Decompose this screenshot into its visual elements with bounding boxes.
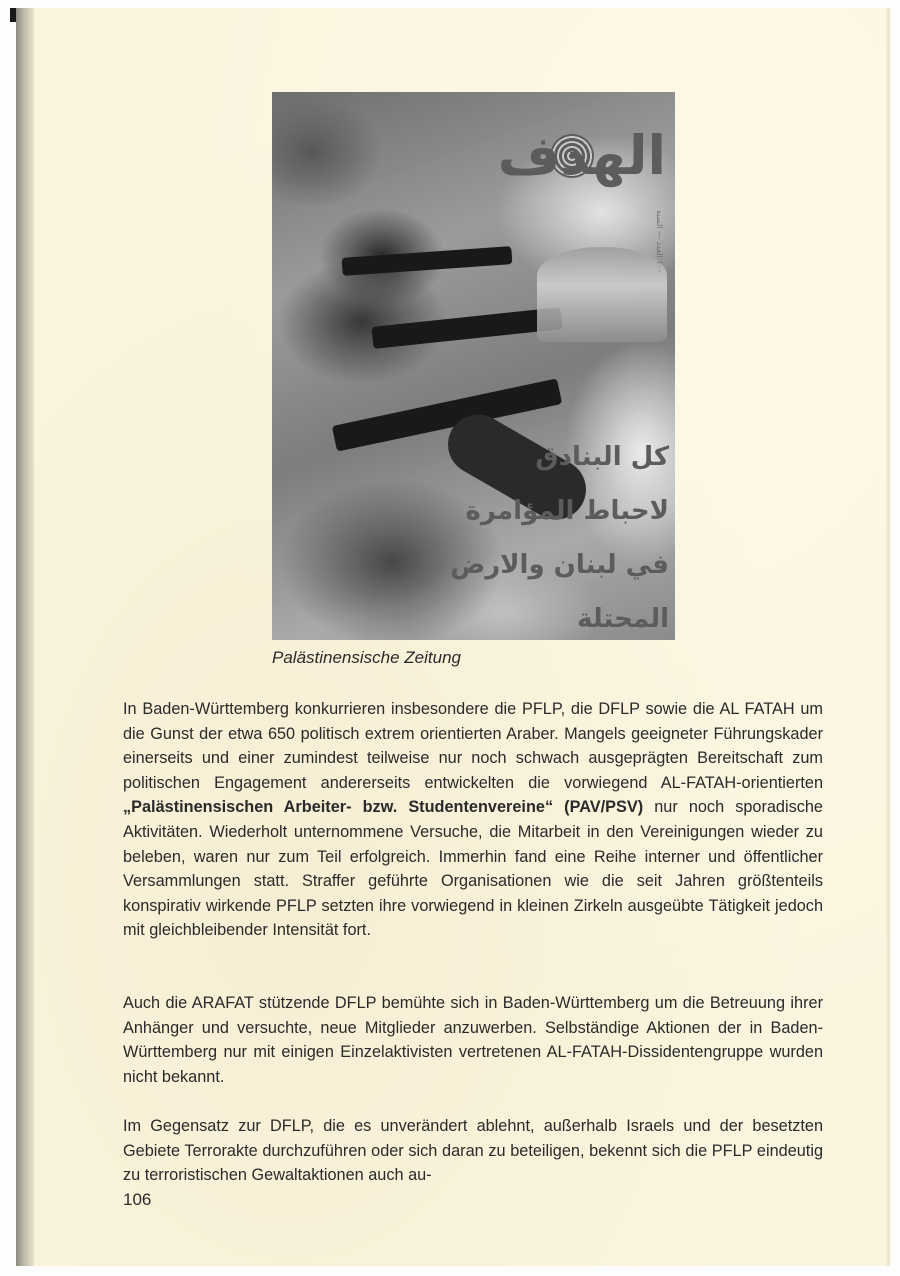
cover-headline	[449, 430, 669, 640]
paragraph	[123, 991, 823, 1089]
masthead-title: الهدف	[497, 124, 666, 187]
paragraph-text: Auch die ARAFAT stützende DFLP bemühte sich in Baden-Württemberg um die Betreuung ihrer Anhänger und versuchte, neue Mitglieder anzuwerben. Selbständige Aktionen der in Baden-Württemberg nur mit einigen Einzelaktivisten vertretenen AL-FATAH-Dissidentengruppe wurden nicht bekannt.	[123, 994, 823, 1086]
headline-line: كل البنادق	[535, 442, 669, 472]
figure-caption: Palästinensische Zeitung	[272, 648, 462, 667]
issue-info-strip: ١٠٠ العدد — السنة	[655, 210, 664, 274]
rifle-shape	[371, 307, 562, 349]
paragraph-text: nur noch sporadische Aktivitäten. Wiederholt unternommene Versuche, die Mitarbeit in den Vereinigungen wieder zu beleben, waren nur zum Teil erfolgreich. Immerhin fand eine Reihe interner und öffentlicher Versammlungen statt. Straffer geführte Organisationen wie die seit Jahren größtenteils konspirativ wirkende PFLP setzten ihre vorwiegend in kleinen Zirkeln ausgeübte Tätigkeit jedoch mit gleichbleibender Intensität fort.	[123, 798, 823, 940]
newspaper-cover-photo	[272, 92, 675, 640]
rifle-shape	[342, 246, 513, 276]
paragraph	[123, 1114, 823, 1188]
paragraph	[123, 697, 823, 943]
paragraph-text: In Baden-Württemberg konkurrieren insbesondere die PFLP, die DFLP sowie die AL FATAH um die Gunst der etwa 650 politisch extrem orientierten Araber. Mangels geeigneter Führungskader einerseits und einer zumindest teilweise nur noch schwach ausgeprägten Bereitschaft zum politischen Engagement andererseits entwickelten die vorwiegend AL-FATAH-orientierten	[123, 700, 823, 792]
page-number: 106	[123, 1190, 152, 1209]
headline-line: لاحباط المؤامرة	[465, 496, 669, 526]
bucket-shape	[537, 247, 667, 342]
headline-line: في لبنان والارض المحتلة	[450, 550, 669, 634]
paragraph-text: Im Gegensatz zur DFLP, die es unverändert ablehnt, außerhalb Israels und der besetzten Gebiete Terrorakte durchzuführen oder sich daran zu beteiligen, bekennt sich die PFLP eindeutig zu terroristischen Gewaltaktionen auch au-	[123, 1117, 823, 1185]
newspaper-masthead	[432, 122, 672, 202]
paragraph-text-bold: „Palästinensischen Arbeiter- bzw. Studentenvereine“ (PAV/PSV)	[123, 798, 644, 817]
book-spine-shadow	[16, 8, 36, 1266]
page-right-edge	[886, 8, 890, 1266]
